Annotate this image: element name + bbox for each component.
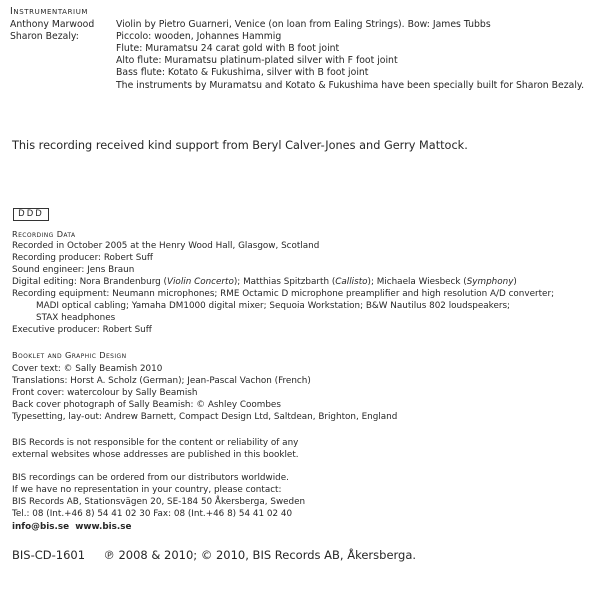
instrumentarium-name: Anthony Marwood bbox=[10, 19, 95, 30]
recorded-line: Recorded in October 2005 at the Henry Wood Hall, Glasgow, Scotland bbox=[12, 241, 320, 251]
instrumentarium-name: Sharon Bezaly: bbox=[10, 31, 79, 42]
contact-line: If we have no representation in your country, please contact: bbox=[12, 485, 282, 495]
editing-text: ); Michaela Wiesbeck ( bbox=[367, 277, 467, 287]
contact-line: BIS Records AB, Stationsvägen 20, SE-184 50 Åkersberga, Sweden bbox=[12, 497, 306, 507]
contact-line: Tel.: 08 (Int.+46 8) 54 41 02 30 Fax: 08 (Int.+46 8) 54 41 02 40 bbox=[12, 509, 293, 519]
ddd-badge: DDD bbox=[13, 208, 49, 221]
recording-data-heading: Recording Data bbox=[12, 229, 76, 239]
editing-text: Digital editing: Nora Brandenburg ( bbox=[12, 277, 167, 287]
producer-line: Recording producer: Robert Suff bbox=[12, 253, 153, 263]
editing-text: ) bbox=[513, 277, 517, 287]
booklet-line: Back cover photograph of Sally Beamish: © Ashley Coombes bbox=[12, 400, 281, 410]
work-title: Symphony bbox=[466, 277, 514, 287]
work-title: Callisto bbox=[335, 277, 368, 287]
instrumentarium-desc: Piccolo: wooden, Johannes Hammig bbox=[116, 31, 282, 42]
contact-links bbox=[12, 522, 131, 532]
website-link[interactable]: www.bis.se bbox=[75, 522, 132, 532]
instrumentarium-desc: Bass flute: Kotato & Fukushima, silver with B foot joint bbox=[116, 67, 369, 78]
work-title: Violin Concerto bbox=[166, 277, 234, 287]
copyright-notice: ℗ 2008 & 2010; © 2010, BIS Records AB, Åkersberga. bbox=[103, 548, 417, 562]
support-statement: This recording received kind support from Beryl Calver-Jones and Gerry Mattock. bbox=[12, 139, 468, 152]
disclaimer-line: external websites whose addresses are published in this booklet. bbox=[12, 450, 299, 460]
disclaimer-line: BIS Records is not responsible for the content or reliability of any bbox=[12, 438, 299, 448]
email-link[interactable]: info@bis.se bbox=[12, 522, 70, 532]
engineer-line: Sound engineer: Jens Braun bbox=[12, 265, 135, 275]
footer bbox=[12, 548, 416, 562]
exec-producer-line: Executive producer: Robert Suff bbox=[12, 325, 152, 335]
editing-line bbox=[12, 277, 517, 287]
booklet-line: Translations: Horst A. Scholz (German); Jean-Pascal Vachon (French) bbox=[12, 376, 311, 386]
instrumentarium-desc: Alto flute: Muramatsu platinum-plated silver with F foot joint bbox=[116, 55, 398, 66]
booklet-line: Front cover: watercolour by Sally Beamish bbox=[12, 388, 198, 398]
equipment-line: Recording equipment: Neumann microphones; RME Octamic D microphone preamplifier and high resolution A/D converter; bbox=[12, 289, 555, 299]
equipment-line: STAX headphones bbox=[36, 313, 116, 323]
equipment-line: MADI optical cabling; Yamaha DM1000 digital mixer; Sequoia Workstation; B&W Nautilus 802 loudspeakers; bbox=[36, 301, 511, 311]
catalog-number: BIS-CD-1601 bbox=[12, 548, 86, 562]
contact-line: BIS recordings can be ordered from our distributors worldwide. bbox=[12, 473, 289, 483]
instrumentarium-desc: Flute: Muramatsu 24 carat gold with B foot joint bbox=[116, 43, 340, 54]
booklet-heading: Booklet and Graphic Design bbox=[12, 350, 127, 360]
booklet-line: Typesetting, lay-out: Andrew Barnett, Compact Design Ltd, Saltdean, Brighton, England bbox=[12, 412, 398, 422]
instrumentarium-desc: The instruments by Muramatsu and Kotato & Fukushima have been specially built for Sharon Bezaly. bbox=[116, 80, 585, 91]
booklet-line: Cover text: © Sally Beamish 2010 bbox=[12, 364, 163, 374]
instrumentarium-desc: Violin by Pietro Guarneri, Venice (on loan from Ealing Strings). Bow: James Tubbs bbox=[116, 19, 491, 30]
instrumentarium-heading: Instrumentarium bbox=[10, 6, 89, 17]
editing-text: ); Matthias Spitzbarth ( bbox=[233, 277, 336, 287]
